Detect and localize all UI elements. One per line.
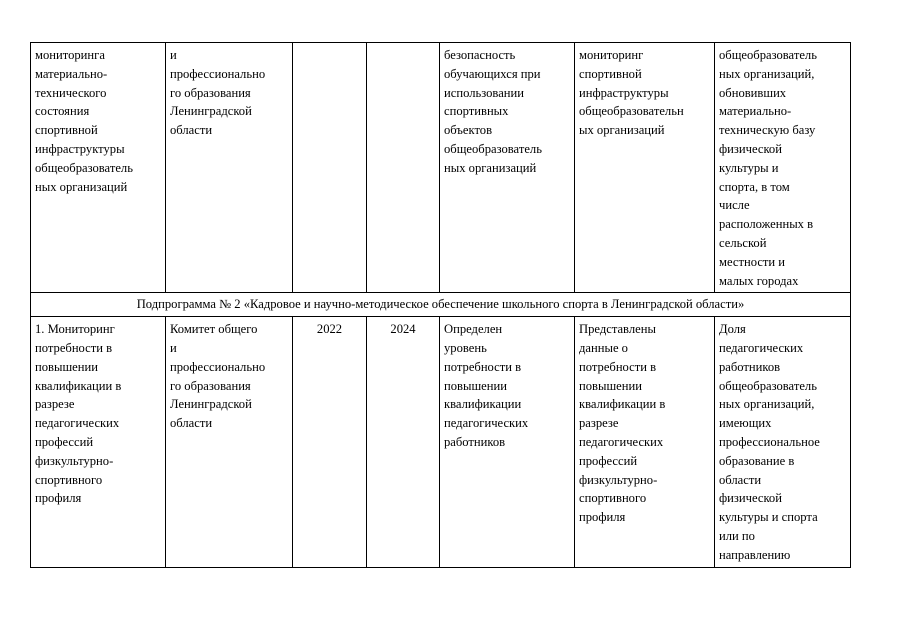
activity-cell — [31, 317, 166, 567]
start-year-text: 2022 — [316, 322, 343, 337]
activity-cell — [31, 43, 166, 293]
result-text: Представлены данные о потребности в повышении квалификации в разрезе педагогических профессий физкультурно- спортивного профиля — [579, 322, 666, 525]
end-year-text: 2024 — [390, 322, 416, 337]
executor-text: и профессионально го образования Ленинградской области — [170, 48, 266, 138]
executor-cell — [166, 317, 293, 567]
indicator-cell — [715, 317, 851, 567]
program-activities-table — [30, 42, 851, 568]
activity-text: 1. Мониторинг потребности в повышении квалификации в разрезе педагогических профессий физкультурно- спортивного профиля — [35, 322, 122, 506]
problem-cell — [440, 317, 575, 567]
activity-text: мониторинга материально- технического состояния спортивной инфраструктуры общеобразователь ных организаций — [35, 48, 133, 194]
result-text: мониторинг спортивной инфраструктуры общеобразовательн ых организаций — [579, 48, 684, 138]
result-cell — [575, 43, 715, 293]
indicator-cell — [715, 43, 851, 293]
executor-cell — [166, 43, 293, 293]
indicator-text: общеобразователь ных организаций, обновивших материально- техническую базу физической культуры и спорта, в том числе расположенных в сельской местности и малых городах — [719, 48, 817, 288]
table-row — [31, 43, 851, 293]
result-cell — [575, 317, 715, 567]
section-row — [31, 293, 851, 317]
end-year-cell — [367, 43, 440, 293]
table-row — [31, 317, 851, 567]
problem-cell — [440, 43, 575, 293]
problem-text: безопасность обучающихся при использовании спортивных объектов общеобразователь ных организаций — [444, 48, 542, 175]
indicator-text: Доля педагогических работников общеобразователь ных организаций, имеющих профессиональное образование в области физической культуры и спорта или по направлению — [719, 322, 820, 562]
problem-text: Определен уровень потребности в повышении квалификации педагогических работников — [444, 322, 529, 449]
executor-text: Комитет общего и профессионально го образования Ленинградской области — [170, 322, 266, 431]
start-year-cell — [293, 317, 367, 567]
end-year-cell — [367, 317, 440, 567]
start-year-cell — [293, 43, 367, 293]
section-title: Подпрограмма № 2 «Кадровое и научно-методическое обеспечение школьного спорта в Ленинградской области» — [136, 297, 745, 312]
section-title-cell — [31, 293, 851, 317]
